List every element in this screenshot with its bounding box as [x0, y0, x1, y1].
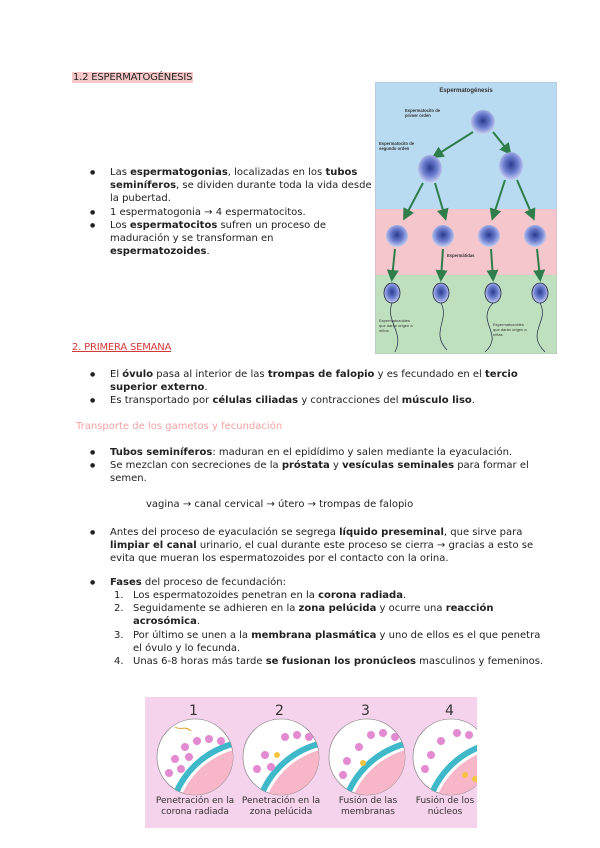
list-item: ● Fases del proceso de fecundación:	[76, 576, 546, 589]
label-sperm-left: Espermatozoides que darán origen a niños	[379, 318, 413, 333]
subsection-title: Transporte de los gametos y fecundación	[76, 421, 283, 432]
list-item: ● 1 espermatogonia → 4 espermatocitos.	[76, 206, 376, 219]
section-title-espermatogenesis: 1.2 ESPERMATOGÉNESIS	[73, 72, 193, 83]
secondary-spermatocyte-right	[499, 152, 523, 180]
list-item: ● Se mezclan con secreciones de la próstata y vesículas seminales para formar el semen.	[76, 459, 546, 485]
phase-3-caption: Fusión de las membranas	[338, 796, 398, 817]
spermatid	[478, 225, 500, 247]
list-item: 1. Los espermatozoides penetran en la corona radiada.	[76, 589, 546, 602]
phases-list	[76, 589, 546, 668]
list-item: ● Antes del proceso de eyaculación se segrega líquido preseminal, que sirve para limpiar el canal urinario, el cual durante este proceso se cierra → gracias a esto se evita que mueran los espermatozoides por el contacto con la orina.	[76, 526, 546, 566]
label-primary: Espermatocito de primer orden	[405, 108, 441, 118]
list-item: 3. Por último se unen a la membrana plasmática y uno de ellos es el que penetra el óvulo y lo fecunda.	[76, 629, 546, 655]
spermatogenesis-diagram	[375, 82, 557, 354]
phase-2-caption: Penetración en la zona pelúcida	[241, 796, 321, 817]
phase-2-number: 2	[275, 703, 284, 719]
list-item: ● Tubos seminíferos: maduran en el epidídimo y salen mediante la eyaculación.	[76, 446, 546, 459]
list-item: 2. Seguidamente se adhieren en la zona pelúcida y ocurre una reacción acrosómica.	[76, 602, 546, 628]
list-item: 4. Unas 6-8 horas más tarde se fusionan los pronúcleos masculinos y femeninos.	[76, 655, 546, 668]
spermatid	[432, 225, 454, 247]
spermatogenesis-bullets	[76, 166, 376, 258]
phase-1-caption: Penetración en la corona radiada	[155, 796, 235, 817]
label-spermatids: Espermátidas	[447, 253, 475, 258]
phase-1-number: 1	[189, 703, 198, 719]
secondary-spermatocyte-left	[418, 155, 442, 183]
phase-3-number: 3	[361, 703, 370, 719]
primary-spermatocyte	[471, 110, 495, 134]
spermatid	[524, 225, 546, 247]
phases-bullet	[76, 576, 546, 589]
label-sperm-right: Espermatozoides que darán origen a niñas	[493, 322, 527, 337]
zone-green	[375, 275, 557, 354]
spermatid	[386, 225, 408, 247]
fertilization-diagram	[145, 697, 477, 828]
phase-4-caption: Fusión de los núcleos	[415, 796, 475, 817]
list-item: ● Es transportado por células ciliadas y contracciones del músculo liso.	[76, 394, 546, 407]
list-item: ● Las espermatogonias, localizadas en los tubos seminíferos, se dividen durante toda la vida desde la pubertad.	[76, 166, 376, 206]
section-title-primera-semana: 2. PRIMERA SEMANA	[72, 342, 172, 353]
list-item: ● Los espermatocitos sufren un proceso de maduración y se transforman en espermatozoides.	[76, 219, 376, 259]
preseminal-bullet	[76, 526, 546, 566]
label-secondary: Espermatocito de segundo orden	[379, 141, 415, 151]
list-item: ● El óvulo pasa al interior de las trompas de falopio y es fecundado en el tercio superior externo.	[76, 368, 546, 394]
transport-flow: vagina → canal cervical → útero → trompas de falopio	[146, 499, 414, 510]
transport-bullets	[76, 446, 546, 486]
diagram-title: Espermatogénesis	[439, 88, 493, 94]
first-week-bullets	[76, 368, 546, 408]
phase-4-number: 4	[445, 703, 454, 719]
